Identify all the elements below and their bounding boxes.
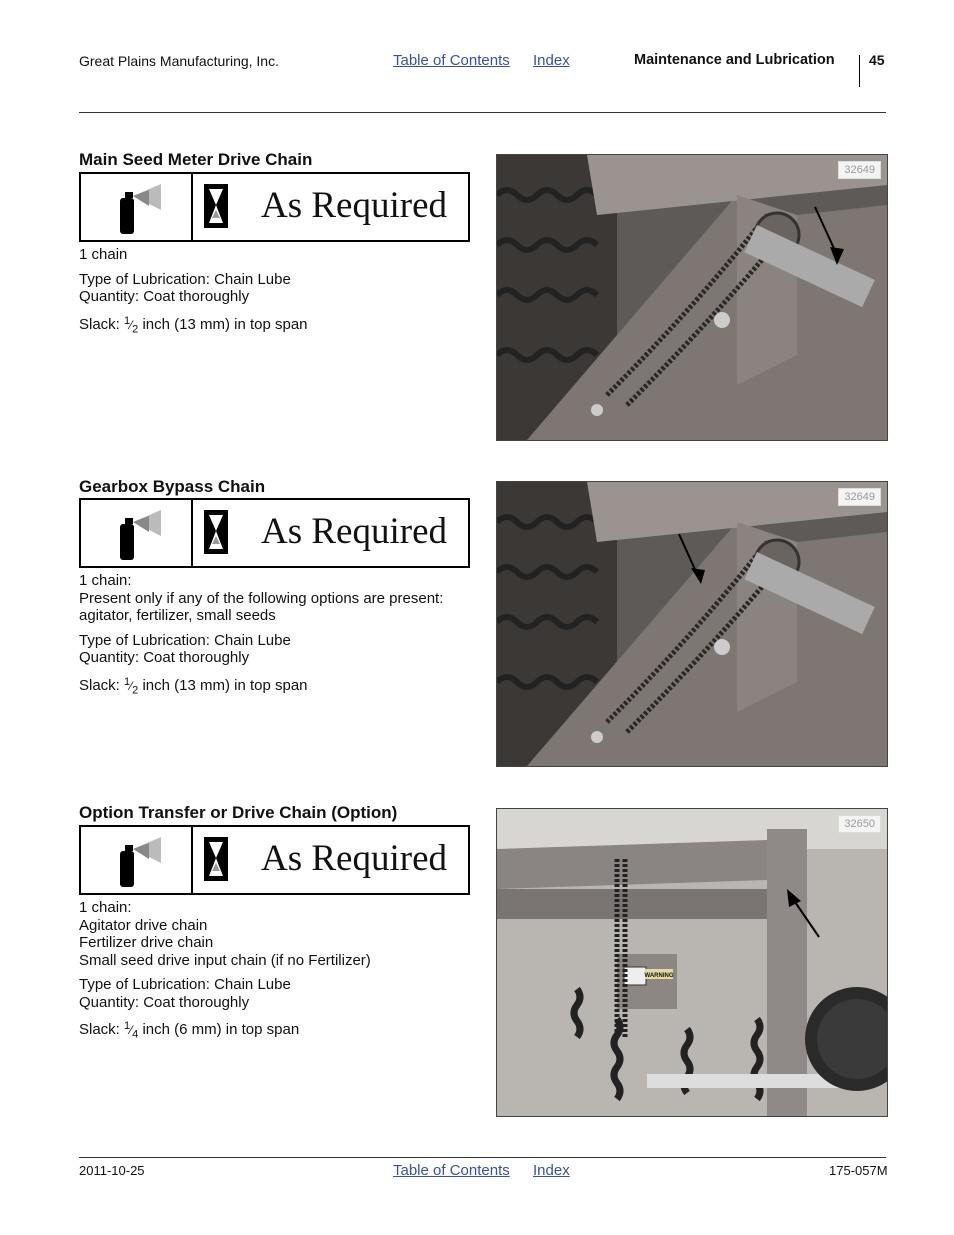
section-title-main-seed-meter: Main Seed Meter Drive Chain	[79, 150, 313, 169]
detail-line: 1 chain:	[79, 899, 132, 916]
hourglass-icon	[204, 184, 228, 228]
spray-can-icon	[111, 182, 163, 234]
slack-line: Slack: $^1⁄_4$ inch (6 mm) in top span	[79, 1020, 300, 1041]
detail-line: Quantity: Coat thoroughly	[79, 649, 250, 666]
frequency-label: As Required	[261, 185, 447, 226]
figure-option-transfer-chain	[496, 808, 888, 1117]
spray-can-icon	[111, 835, 163, 887]
footer-index-link[interactable]: Index	[533, 1162, 570, 1179]
lube-interval-box	[79, 825, 470, 895]
slack-line: Slack: $^1⁄_2$ inch (13 mm) in top span	[79, 675, 308, 696]
footer-date: 2011-10-25	[79, 1163, 145, 1178]
figure-number: 32650	[838, 815, 881, 833]
footer-toc-link[interactable]: Table of Contents	[393, 1162, 510, 1179]
figure-main-seed-meter-chain	[496, 154, 888, 441]
section-3-details	[79, 899, 371, 1044]
detail-line: Small seed drive input chain (if no Fertilizer)	[79, 951, 371, 969]
figure-gearbox-bypass-chain	[496, 481, 888, 767]
detail-line: Fertilizer drive chain	[79, 934, 214, 951]
detail-line: Quantity: Coat thoroughly	[79, 288, 250, 305]
footer-rule	[79, 1157, 886, 1158]
figure-number: 32649	[838, 161, 881, 179]
header-rule	[79, 112, 886, 113]
detail-line: Type of Lubrication: Chain Lube	[79, 631, 291, 649]
detail-line: 1 chain:	[79, 572, 132, 589]
detail-line: Present only if any of the following options are present:	[79, 589, 444, 607]
section-name: Maintenance and Lubrication	[634, 52, 835, 68]
detail-line: Type of Lubrication: Chain Lube	[79, 270, 291, 288]
frequency-label: As Required	[261, 511, 447, 552]
spray-can-icon	[111, 508, 163, 560]
slack-line: Slack: $^1⁄_2$ inch (13 mm) in top span	[79, 314, 308, 335]
lube-interval-box	[79, 172, 470, 242]
section-1-details	[79, 246, 308, 338]
hourglass-icon	[204, 510, 228, 554]
company-name: Great Plains Manufacturing, Inc.	[79, 53, 279, 69]
section-2-details	[79, 572, 443, 699]
detail-line: agitator, fertilizer, small seeds	[79, 607, 276, 624]
section-title-option-transfer: Option Transfer or Drive Chain (Option)	[79, 803, 398, 822]
frequency-label: As Required	[261, 838, 447, 879]
detail-line: Type of Lubrication: Chain Lube	[79, 976, 291, 993]
detail-line: 1 chain	[79, 246, 128, 263]
detail-line: Quantity: Coat thoroughly	[79, 993, 250, 1011]
doc-number: 175-057M	[829, 1163, 888, 1178]
detail-line: Agitator drive chain	[79, 916, 208, 934]
figure-number: 32649	[838, 488, 881, 506]
header-index-link[interactable]: Index	[533, 52, 570, 69]
header-toc-link[interactable]: Table of Contents	[393, 52, 510, 69]
warning-decal-label: WARNING	[644, 973, 674, 979]
hourglass-icon	[204, 837, 228, 881]
section-title-gearbox-bypass: Gearbox Bypass Chain	[79, 477, 266, 496]
page-number: 45	[869, 52, 885, 68]
header-divider	[859, 55, 860, 87]
lube-interval-box	[79, 498, 470, 568]
